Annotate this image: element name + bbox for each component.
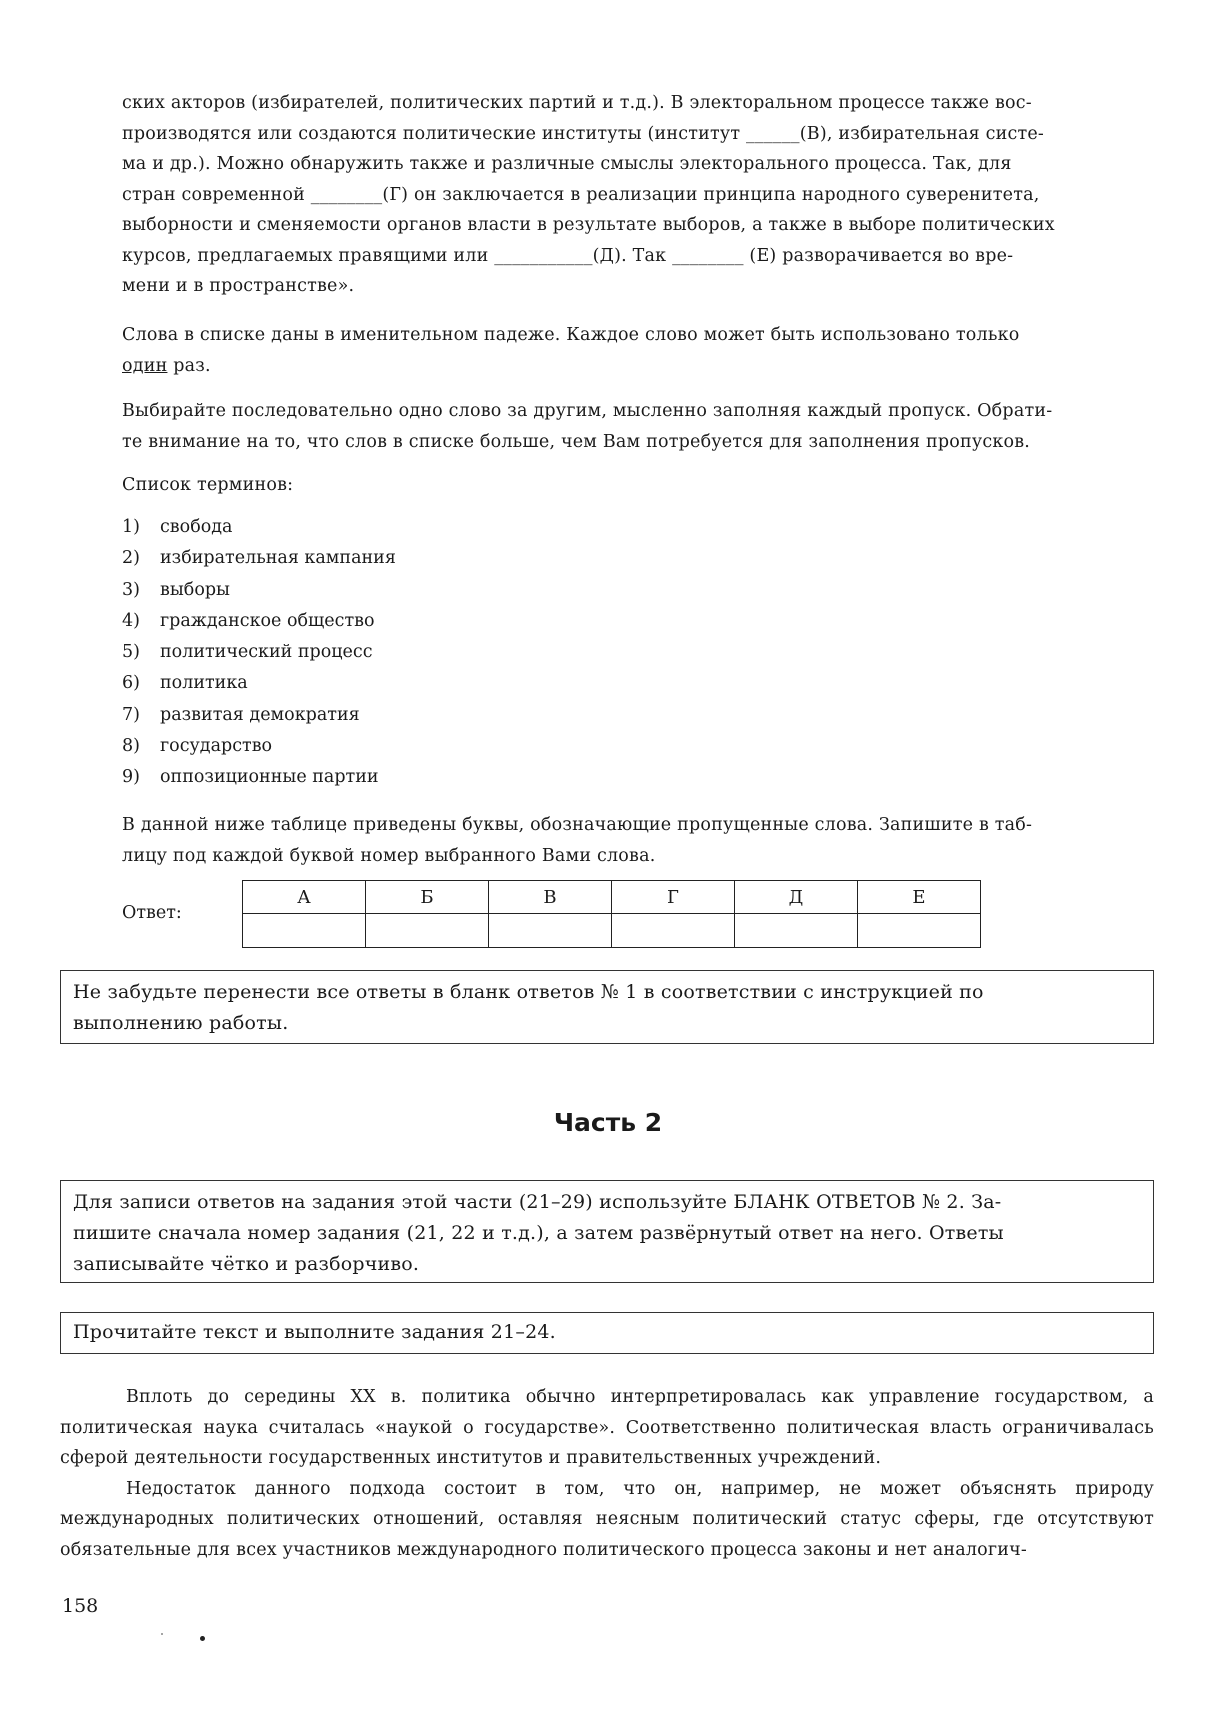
item-number: 6)	[122, 673, 140, 694]
answer-header-cell: В	[489, 881, 612, 914]
instruction-line	[122, 351, 1154, 382]
list-item	[122, 762, 396, 793]
reading-text	[60, 1382, 1154, 1565]
item-number: 5)	[122, 642, 140, 663]
answer-header-row	[243, 881, 981, 914]
part2-instructions-box	[60, 1180, 1154, 1283]
item-number: 3)	[122, 579, 140, 600]
item-number: 7)	[122, 704, 140, 725]
instruction-text: раз.	[167, 355, 211, 376]
read-text-box: Прочитайте текст и выполните задания 21–24.	[60, 1312, 1154, 1354]
instruction-line: Выбирайте последовательно одно слово за другим, мысленно заполняя каждый пропуск. Обрати-	[122, 401, 1053, 421]
answer-cell-v[interactable]	[489, 914, 612, 948]
terms-list	[122, 512, 396, 794]
item-label: оппозиционные партии	[160, 767, 379, 788]
instruction-line: записывайте чётко и разборчиво.	[73, 1253, 420, 1275]
scan-speck	[161, 1633, 163, 1635]
task-text-line: ских акторов (избирателей, политических партий и т.д.). В электоральном процессе также вос-	[122, 93, 1032, 113]
answer-header-cell: Г	[612, 881, 735, 914]
item-label: государство	[160, 736, 273, 757]
task-text-line: курсов, предлагаемых правящими или ___________(Д). Так ________ (Е) разворачивается во вре-	[122, 245, 1014, 266]
instruction-line: Слова в списке даны в именительном падеже. Каждое слово может быть использовано только	[122, 325, 1020, 345]
list-item	[122, 731, 396, 762]
instruction-line: пишите сначала номер задания (21, 22 и т.д.), а затем развёрнутый ответ на него. Ответы	[73, 1222, 1004, 1244]
item-label: свобода	[160, 517, 233, 537]
emphasis-once: один	[122, 355, 168, 376]
words-case-instruction	[122, 320, 1154, 381]
answer-cell-e[interactable]	[858, 914, 981, 948]
list-item	[122, 700, 396, 731]
item-label: гражданское общество	[160, 610, 375, 631]
reminder-line: Не забудьте перенести все ответы в бланк ответов № 1 в соответствии с инструкцией по	[73, 981, 984, 1003]
item-label: избирательная кампания	[160, 548, 396, 569]
page-number: 158	[62, 1595, 99, 1617]
list-item	[122, 606, 396, 637]
item-number: 9)	[122, 767, 140, 788]
list-item	[122, 637, 396, 668]
choose-instruction	[122, 396, 1154, 457]
item-number: 2)	[122, 548, 140, 569]
answer-header-cell: Е	[858, 881, 981, 914]
answer-label: Ответ:	[122, 903, 182, 923]
reminder-box	[60, 970, 1154, 1044]
answer-cell-g[interactable]	[612, 914, 735, 948]
task-text-line: ма и др.). Можно обнаружить также и различные смыслы электорального процесса. Так, для	[122, 154, 1012, 174]
task-text	[122, 88, 1154, 302]
answer-header-cell: А	[243, 881, 366, 914]
item-label: выборы	[160, 579, 230, 600]
instruction-line: В данной ниже таблице приведены буквы, обозначающие пропущенные слова. Запишите в таб-	[122, 815, 1033, 835]
task-text-line: мени и в пространстве».	[122, 276, 355, 296]
list-item	[122, 512, 396, 543]
answer-header-cell: Д	[735, 881, 858, 914]
answer-table	[242, 880, 981, 948]
scan-speck	[200, 1636, 205, 1641]
reading-paragraph: Недостаток данного подхода состоит в том, что он, например, не может объяснять природу международных политических отношений, оставляя неясным политический статус сферы, где отсутствуют обязательные для всех участников международного политического процесса законы и нет аналогич-	[60, 1478, 1154, 1560]
task-text-line: выборности и сменяемости органов власти в результате выборов, а также в выборе политических	[122, 215, 1055, 235]
item-number: 4)	[122, 610, 140, 631]
answer-input-row	[243, 914, 981, 948]
part-title: Часть 2	[553, 1108, 663, 1137]
answer-header-cell: Б	[366, 881, 489, 914]
item-number: 1)	[122, 517, 140, 537]
task-text-line: производятся или создаются политические институты (институт ______(В), избирательная систе-	[122, 123, 1045, 144]
table-instruction	[122, 810, 1154, 871]
item-label: политический процесс	[160, 642, 373, 663]
answer-cell-b[interactable]	[366, 914, 489, 948]
answer-cell-a[interactable]	[243, 914, 366, 948]
answer-cell-d[interactable]	[735, 914, 858, 948]
instruction-line: Для записи ответов на задания этой части (21–29) используйте БЛАНК ОТВЕТОВ № 2. За-	[73, 1191, 1002, 1213]
list-item	[122, 575, 396, 606]
item-label: развитая демократия	[160, 704, 360, 725]
item-label: политика	[160, 673, 248, 694]
task-text-line: стран современной ________(Г) он заключается в реализации принципа народного суверенитета,	[122, 184, 1040, 205]
instruction-line: лицу под каждой буквой номер выбранного Вами слова.	[122, 845, 656, 866]
list-item	[122, 668, 396, 699]
reading-paragraph: Вплоть до середины XX в. политика обычно интерпретировалась как управление государством, а политическая наука считалась «наукой о государстве». Соответственно политическая власть ограничивалась сферой деятельности государственных институтов и правительственных учреждений.	[60, 1387, 1154, 1468]
reminder-line: выполнению работы.	[73, 1012, 289, 1034]
list-title: Список терминов:	[122, 475, 294, 495]
list-item	[122, 543, 396, 574]
instruction-line: те внимание на то, что слов в списке больше, чем Вам потребуется для заполнения пропусков.	[122, 431, 1031, 452]
item-number: 8)	[122, 736, 140, 757]
